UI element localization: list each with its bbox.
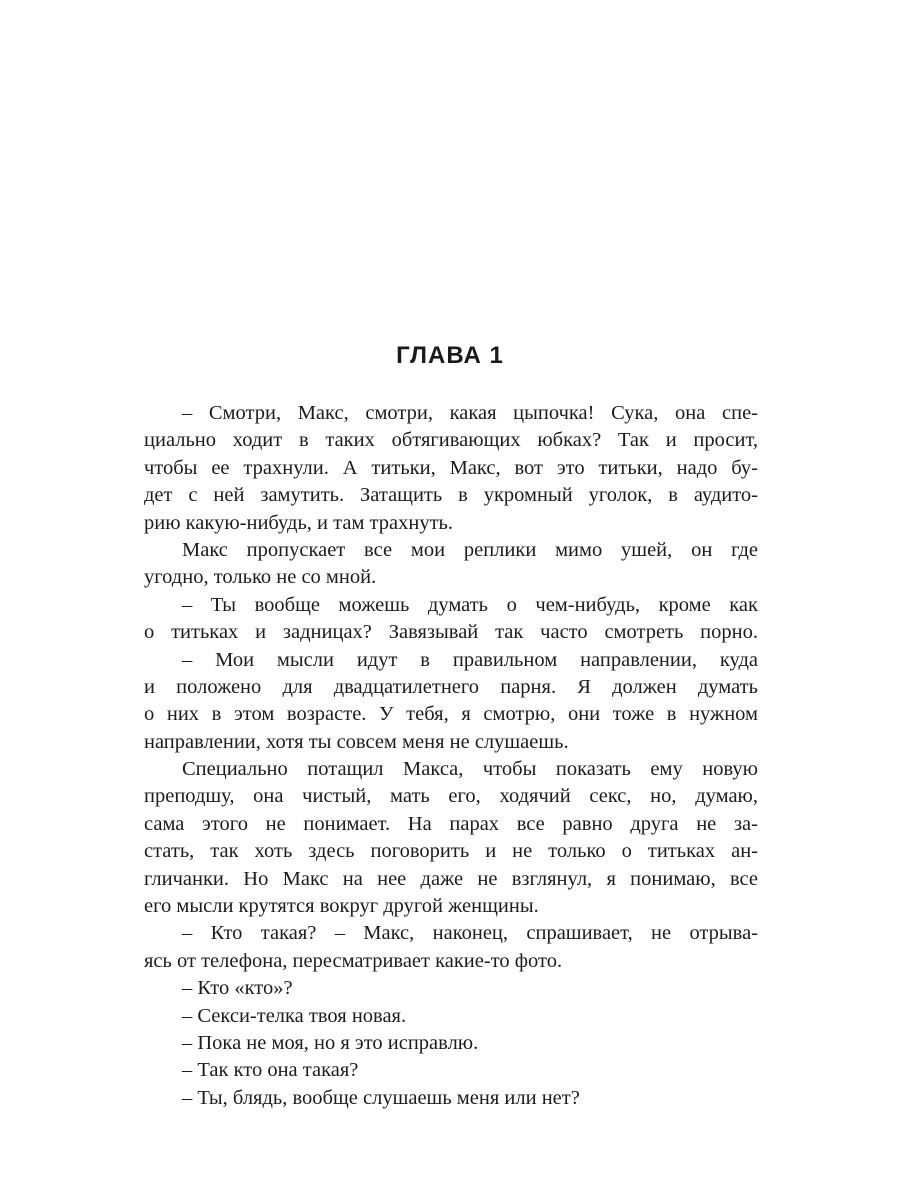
text-line: и положено для двадцатилетнего парня. Я должен думать [144, 675, 758, 698]
text-line: сама этого не понимает. На парах все равно друга не за- [144, 812, 758, 835]
text-line: – Кто «кто»? [182, 977, 293, 1000]
text-line: гличанки. Но Макс на нее даже не взглянул, я понимаю, все [144, 867, 758, 890]
text-line: циально ходит в таких обтягивающих юбках? Так и просит, [144, 429, 758, 452]
text-line: угодно, только не со мной. [144, 566, 377, 589]
text-line: стать, так хоть здесь поговорить и не только о титьках ан- [144, 840, 758, 863]
body-text [144, 400, 758, 1112]
text-line: преподшу, она чистый, мать его, ходячий секс, но, думаю, [144, 785, 758, 808]
text-line: о них в этом возрасте. У тебя, я смотрю, они тоже в нужном [144, 703, 758, 726]
text-line: Макс пропускает все мои реплики мимо ушей, он где [182, 538, 758, 561]
text-line: – Пока не моя, но я это исправлю. [182, 1031, 479, 1054]
text-line: ясь от телефона, пересматривает какие-то фото. [144, 949, 563, 972]
text-line: дет с ней замутить. Затащить в укромный уголок, в аудито- [144, 484, 758, 507]
text-line: направлении, хотя ты совсем меня не слушаешь. [144, 730, 569, 753]
text-line: рию какую-нибудь, и там трахнуть. [144, 511, 454, 534]
text-line: – Секси-телка твоя новая. [182, 1004, 407, 1027]
text-line: – Кто такая? – Макс, наконец, спрашивает, не отрыва- [182, 922, 758, 945]
text-line: – Ты, блядь, вообще слушаешь меня или нет? [182, 1086, 580, 1109]
text-line: чтобы ее трахнули. А титьки, Макс, вот это титьки, надо бу- [144, 456, 758, 479]
chapter-title: ГЛАВА 1 [396, 342, 504, 369]
text-line: – Мои мысли идут в правильном направлении, куда [182, 648, 758, 671]
text-line: Специально потащил Макса, чтобы показать ему новую [182, 758, 758, 781]
text-line: – Смотри, Макс, смотри, какая цыпочка! Сука, она спе- [182, 402, 758, 424]
text-line: – Ты вообще можешь думать о чем-нибудь, кроме как [182, 593, 758, 616]
text-line: – Так кто она такая? [182, 1059, 359, 1082]
text-line: его мысли крутятся вокруг другой женщины. [144, 895, 539, 918]
text-line: о титьках и задницах? Завязывай так часто смотреть порно. [144, 621, 758, 644]
